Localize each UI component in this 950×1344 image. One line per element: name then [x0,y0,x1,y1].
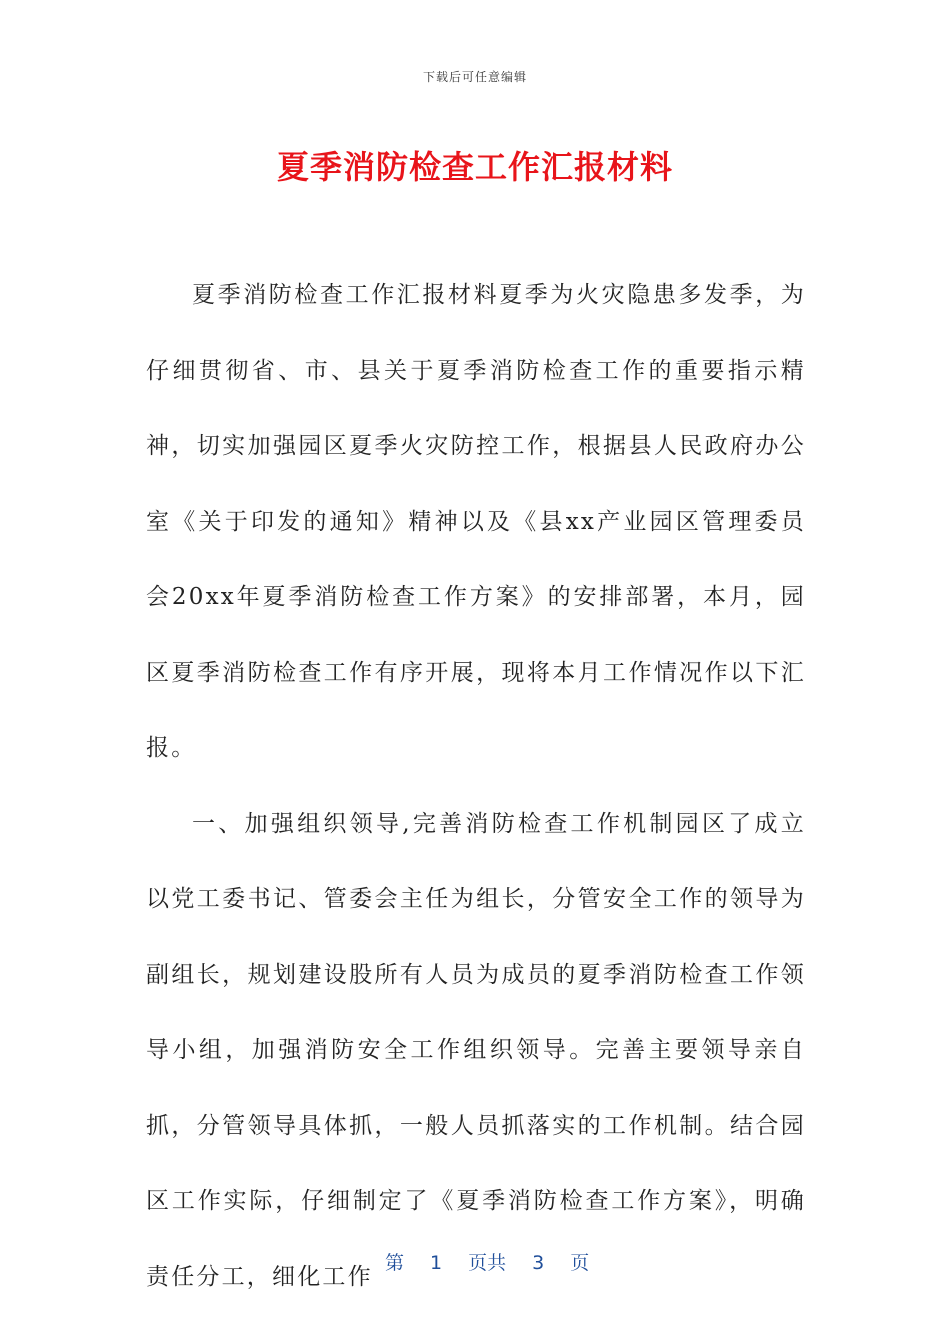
footer-current-page: 1 [429,1252,443,1274]
footer-page-suffix: 页 [570,1252,590,1274]
page-footer [0,1226,950,1297]
footer-page-middle: 页共 [468,1252,507,1274]
document-title: 夏季消防检查工作汇报材料 [276,148,673,186]
paragraph-section-one: 一、加强组织领导,完善消防检查工作机制园区了成立以党工委书记、管委会主任为组长，分管安全工作的领导为副组长，规划建设股所有人员为成员的夏季消防检查工作领导小组，加强消防安全工作组织领导。完善主要领导亲自抓，分管领导具体抓，一般人员抓落实的工作机制。结合园区工作实际，仔细制定了《夏季消防检查工作方案》，明确责任分工，细化工作 [146,810,806,1290]
document-body [146,258,806,1315]
paragraph-intro: 夏季消防检查工作汇报材料夏季为火灾隐患多发季，为仔细贯彻省、市、县关于夏季消防检查工作的重要指示精神，切实加强园区夏季火灾防控工作，根据县人民政府办公室《关于印发的通知》精神以及《县xx产业园区管理委员会20xx年夏季消防检查工作方案》的安排部署，本月，园区夏季消防检查工作有序开展，现将本月工作情况作以下汇报。 [146,282,806,761]
footer-page-prefix: 第 [384,1252,404,1274]
header-note: 下载后可任意编辑 [422,70,527,84]
footer-total-pages: 3 [532,1252,545,1274]
